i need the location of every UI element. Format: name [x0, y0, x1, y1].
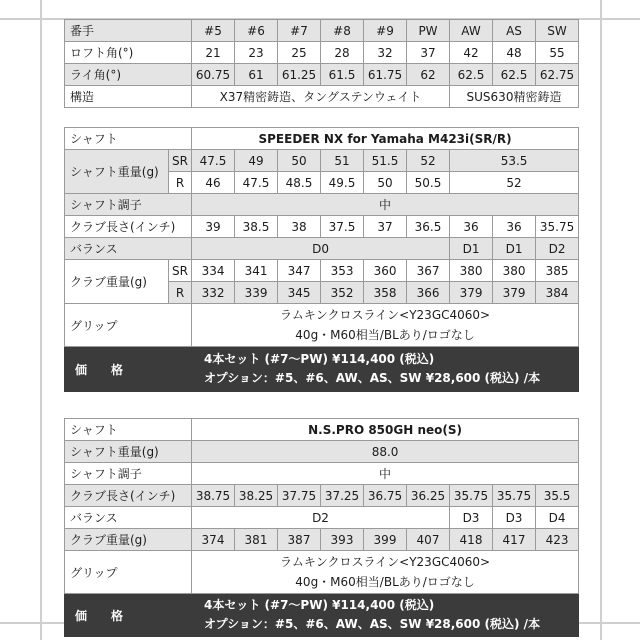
length-value: 39 [192, 216, 235, 238]
flex-r-tag: R [169, 172, 192, 194]
club-weight-value: 407 [407, 529, 450, 551]
balance-as: D3 [493, 507, 536, 529]
length-value: 35.75 [450, 485, 493, 507]
lie-value: 62.5 [493, 64, 536, 86]
loft-value: 37 [407, 42, 450, 64]
iron-5: #5 [192, 20, 235, 42]
club-weight-value: 339 [235, 282, 278, 304]
club-weight-value: 380 [493, 260, 536, 282]
price-option: オプション：#5、#6、AW、AS、SW ¥28,600 (税込) /本 [204, 617, 541, 631]
club-weight-value: 423 [536, 529, 579, 551]
flex-point-value: 中 [192, 463, 579, 485]
club-weight-value: 381 [235, 529, 278, 551]
flex-r-tag: R [169, 282, 192, 304]
iron-as: AS [493, 20, 536, 42]
club-weight-sr-row [65, 260, 579, 282]
length-value: 37.75 [278, 485, 321, 507]
flex-point-label: シャフト調子 [65, 194, 192, 216]
length-value: 38.5 [235, 216, 278, 238]
lie-label: ライ角(°) [65, 64, 192, 86]
club-weight-label: クラブ重量(g) [65, 529, 192, 551]
balance-aw: D3 [450, 507, 493, 529]
construction-row [65, 86, 579, 108]
iron-aw: AW [450, 20, 493, 42]
loft-value: 42 [450, 42, 493, 64]
length-row [65, 216, 579, 238]
shaft-weight-value: 49 [235, 150, 278, 172]
length-value: 35.75 [536, 216, 579, 238]
shaft-weight-wedge: 52 [450, 172, 579, 194]
loft-value: 23 [235, 42, 278, 64]
price-value [192, 347, 579, 392]
price-row [65, 594, 579, 637]
grip-details: 40g・M60相当/BLあり/ロゴなし [295, 328, 475, 342]
balance-row [65, 238, 579, 260]
grip-label: グリップ [65, 551, 192, 594]
balance-as: D1 [493, 238, 536, 260]
flex-point-label: シャフト調子 [65, 463, 192, 485]
shaft-weight-value: 49.5 [321, 172, 364, 194]
border-left [40, 0, 42, 640]
price-label: 価 格 [65, 594, 192, 637]
length-value: 36.5 [407, 216, 450, 238]
length-value: 35.5 [536, 485, 579, 507]
club-weight-value: 380 [450, 260, 493, 282]
iron-6: #6 [235, 20, 278, 42]
balance-main: D2 [192, 507, 450, 529]
lie-value: 61 [235, 64, 278, 86]
balance-aw: D1 [450, 238, 493, 260]
club-weight-value: 341 [235, 260, 278, 282]
length-value: 37.25 [321, 485, 364, 507]
shaft-weight-wedge: 53.5 [450, 150, 579, 172]
shaft-weight-value: 47.5 [235, 172, 278, 194]
club-weight-value: 379 [450, 282, 493, 304]
shaft-weight-value: 50 [278, 150, 321, 172]
grip-spec [192, 304, 579, 347]
club-weight-row [65, 529, 579, 551]
club-weight-value: 360 [364, 260, 407, 282]
flex-sr-tag: SR [169, 150, 192, 172]
iron-8: #8 [321, 20, 364, 42]
club-weight-value: 366 [407, 282, 450, 304]
length-value: 37 [364, 216, 407, 238]
grip-model: ラムキンクロスライン<Y23GC4060> [280, 555, 491, 569]
loft-value: 25 [278, 42, 321, 64]
iron-pw: PW [407, 20, 450, 42]
length-row [65, 485, 579, 507]
shaft-weight-label: シャフト重量(g) [65, 441, 192, 463]
graphite-shaft-table [64, 127, 579, 392]
construction-label: 構造 [65, 86, 192, 108]
border-right [600, 0, 602, 640]
balance-main: D0 [192, 238, 450, 260]
iron-sw: SW [536, 20, 579, 42]
shaft-weight-value: 47.5 [192, 150, 235, 172]
shaft-weight-value: 51.5 [364, 150, 407, 172]
club-weight-value: 332 [192, 282, 235, 304]
head-spec-table [64, 19, 579, 108]
grip-details: 40g・M60相当/BLあり/ロゴなし [295, 575, 475, 589]
shaft-weight-label: シャフト重量(g) [65, 150, 169, 194]
club-weight-value: 379 [493, 282, 536, 304]
length-label: クラブ長さ(インチ) [65, 485, 192, 507]
iron-number-row [65, 20, 579, 42]
shaft-weight-value: 46 [192, 172, 235, 194]
lie-value: 61.25 [278, 64, 321, 86]
length-value: 36 [493, 216, 536, 238]
club-weight-value: 399 [364, 529, 407, 551]
balance-label: バランス [65, 507, 192, 529]
length-value: 35.75 [493, 485, 536, 507]
shaft-weight-sr-row [65, 150, 579, 172]
club-weight-label: クラブ重量(g) [65, 260, 169, 304]
shaft-label: シャフト [65, 128, 192, 150]
flex-point-value: 中 [192, 194, 579, 216]
club-weight-value: 417 [493, 529, 536, 551]
club-weight-value: 358 [364, 282, 407, 304]
shaft-row [65, 419, 579, 441]
balance-label: バランス [65, 238, 192, 260]
length-label: クラブ長さ(インチ) [65, 216, 192, 238]
grip-spec [192, 551, 579, 594]
shaft-weight-row [65, 441, 579, 463]
iron-number-label: 番手 [65, 20, 192, 42]
length-value: 37.5 [321, 216, 364, 238]
price-set: 4本セット (#7〜PW) ¥114,400 (税込) [204, 598, 435, 612]
shaft-model: N.S.PRO 850GH neo(S) [192, 419, 579, 441]
club-weight-value: 418 [450, 529, 493, 551]
flex-point-row [65, 194, 579, 216]
iron-7: #7 [278, 20, 321, 42]
lie-value: 62 [407, 64, 450, 86]
club-weight-value: 385 [536, 260, 579, 282]
length-value: 36.25 [407, 485, 450, 507]
club-weight-value: 347 [278, 260, 321, 282]
club-weight-value: 353 [321, 260, 364, 282]
length-value: 38.25 [235, 485, 278, 507]
shaft-weight-value: 88.0 [192, 441, 579, 463]
club-weight-value: 345 [278, 282, 321, 304]
price-value [192, 594, 579, 637]
loft-value: 28 [321, 42, 364, 64]
construction-wedge: SUS630精密鋳造 [450, 86, 579, 108]
loft-value: 55 [536, 42, 579, 64]
steel-shaft-table [64, 418, 579, 637]
loft-row [65, 42, 579, 64]
price-label: 価 格 [65, 347, 192, 392]
club-weight-value: 393 [321, 529, 364, 551]
grip-row [65, 551, 579, 594]
lie-value: 61.75 [364, 64, 407, 86]
grip-model: ラムキンクロスライン<Y23GC4060> [280, 308, 491, 322]
price-option: オプション：#5、#6、AW、AS、SW ¥28,600 (税込) /本 [204, 371, 541, 385]
length-value: 36 [450, 216, 493, 238]
club-weight-value: 384 [536, 282, 579, 304]
shaft-weight-value: 50.5 [407, 172, 450, 194]
loft-label: ロフト角(°) [65, 42, 192, 64]
balance-row [65, 507, 579, 529]
balance-sw: D2 [536, 238, 579, 260]
flex-sr-tag: SR [169, 260, 192, 282]
construction-forged: X37精密鋳造、タングステンウェイト [192, 86, 450, 108]
shaft-weight-value: 50 [364, 172, 407, 194]
lie-value: 62.5 [450, 64, 493, 86]
shaft-label: シャフト [65, 419, 192, 441]
club-weight-value: 367 [407, 260, 450, 282]
loft-value: 21 [192, 42, 235, 64]
shaft-row [65, 128, 579, 150]
loft-value: 32 [364, 42, 407, 64]
price-set: 4本セット (#7〜PW) ¥114,400 (税込) [204, 352, 435, 366]
grip-label: グリップ [65, 304, 192, 347]
club-weight-value: 334 [192, 260, 235, 282]
lie-value: 60.75 [192, 64, 235, 86]
flex-point-row [65, 463, 579, 485]
lie-value: 62.75 [536, 64, 579, 86]
balance-sw: D4 [536, 507, 579, 529]
club-weight-value: 387 [278, 529, 321, 551]
lie-value: 61.5 [321, 64, 364, 86]
length-value: 38 [278, 216, 321, 238]
iron-9: #9 [364, 20, 407, 42]
shaft-weight-value: 51 [321, 150, 364, 172]
shaft-model: SPEEDER NX for Yamaha M423i(SR/R) [192, 128, 579, 150]
shaft-weight-value: 52 [407, 150, 450, 172]
price-row [65, 347, 579, 392]
lie-row [65, 64, 579, 86]
length-value: 36.75 [364, 485, 407, 507]
loft-value: 48 [493, 42, 536, 64]
club-weight-value: 352 [321, 282, 364, 304]
club-weight-value: 374 [192, 529, 235, 551]
grip-row [65, 304, 579, 347]
length-value: 38.75 [192, 485, 235, 507]
shaft-weight-value: 48.5 [278, 172, 321, 194]
